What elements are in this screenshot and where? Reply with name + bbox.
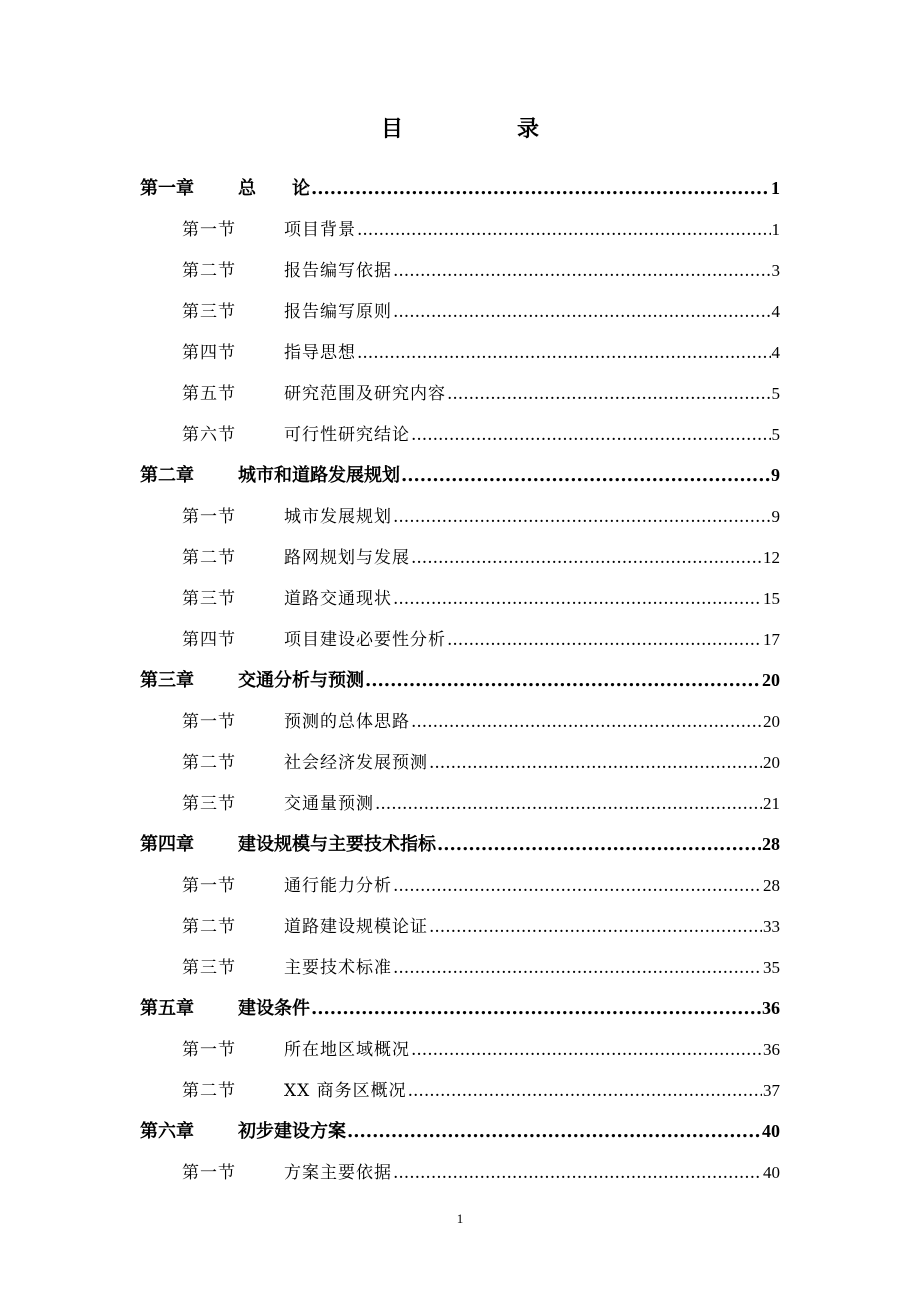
toc-section-entry[interactable]: [182, 502, 780, 527]
toc-entry-number: 第一节: [182, 507, 236, 527]
toc-entry-number: 第一章: [140, 178, 194, 199]
toc-entry-title: 指导思想: [284, 343, 356, 363]
toc-entry-number: 第五章: [140, 998, 194, 1019]
toc-dot-leader: [429, 917, 762, 937]
toc-entry-page: 28: [762, 834, 780, 854]
toc-entry-number: 第四章: [140, 834, 194, 855]
toc-entry-page: 9: [771, 507, 780, 526]
toc-chapter-entry[interactable]: [140, 666, 780, 692]
toc-entry-page: 1: [771, 220, 780, 239]
toc-entry-page: 12: [763, 548, 780, 567]
toc-entry-page: 5: [771, 425, 780, 444]
toc-entry-title: 道路交通现状: [284, 589, 392, 609]
toc-entry-page: 20: [763, 712, 780, 731]
toc-dot-leader: [357, 343, 771, 363]
toc-entry-page: 4: [771, 302, 780, 321]
toc-entry-title: 方案主要依据: [284, 1163, 392, 1183]
toc-dot-leader: [447, 384, 771, 404]
toc-entry-page: 1: [771, 178, 780, 198]
toc-section-entry[interactable]: [182, 871, 780, 896]
toc-entry-number: 第四节: [182, 343, 236, 363]
toc-entry-title: 路网规划与发展: [284, 548, 410, 568]
toc-chapter-entry[interactable]: [140, 461, 780, 487]
toc-dot-leader: [393, 302, 771, 322]
toc-dot-leader: [447, 630, 762, 650]
toc-section-entry[interactable]: [182, 912, 780, 937]
toc-section-entry[interactable]: [182, 420, 780, 445]
toc-dot-leader: [401, 465, 770, 486]
toc-entry-number: 第三节: [182, 589, 236, 609]
toc-section-entry[interactable]: [182, 543, 780, 568]
toc-entry-page: 40: [763, 1163, 780, 1182]
toc-section-entry[interactable]: [182, 215, 780, 240]
toc-entry-title: 建设条件: [238, 998, 310, 1019]
toc-section-entry[interactable]: [182, 1158, 780, 1183]
toc-entry-page: 20: [762, 670, 780, 690]
toc-chapter-entry[interactable]: [140, 174, 780, 200]
toc-entry-number: 第二节: [182, 917, 236, 937]
toc-section-entry[interactable]: [182, 1076, 780, 1101]
toc-entry-number: 第二节: [182, 261, 236, 281]
toc-entry-title: 总 论: [238, 178, 310, 199]
toc-entry-title: 报告编写依据: [284, 261, 392, 281]
toc-entry-number: 第六章: [140, 1121, 194, 1142]
page-number: 1: [456, 1211, 464, 1226]
toc-entry-page: 28: [763, 876, 780, 895]
toc-entry-page: 15: [763, 589, 780, 608]
toc-entry-number: 第四节: [182, 630, 236, 650]
toc-entry-page: 35: [763, 958, 780, 977]
toc-entry-number: 第一节: [182, 1040, 236, 1060]
toc-section-entry[interactable]: [182, 953, 780, 978]
toc-section-entry[interactable]: [182, 584, 780, 609]
toc-entry-title: XX 商务区概况: [284, 1081, 407, 1101]
toc-entry-title: 交通量预测: [284, 794, 374, 814]
toc-entry-number: 第二章: [140, 465, 194, 486]
toc-entry-number: 第一节: [182, 1163, 236, 1183]
toc-entry-number: 第三节: [182, 794, 236, 814]
toc-section-entry[interactable]: [182, 789, 780, 814]
toc-entry-page: 40: [762, 1121, 780, 1141]
toc-dot-leader: [357, 220, 771, 240]
toc-entry-number: 第二节: [182, 753, 236, 773]
toc-dot-leader: [393, 958, 762, 978]
toc-section-entry[interactable]: [182, 338, 780, 363]
toc-entry-title: 项目建设必要性分析: [284, 630, 446, 650]
toc-dot-leader: [411, 548, 762, 568]
toc-entry-number: 第一节: [182, 220, 236, 240]
toc-entry-page: 33: [763, 917, 780, 936]
toc-entry-title: 城市和道路发展规划: [238, 465, 400, 486]
toc-entry-title: 建设规模与主要技术指标: [238, 834, 436, 855]
toc-entry-title: 主要技术标准: [284, 958, 392, 978]
toc-entry-number: 第六节: [182, 425, 236, 445]
toc-section-entry[interactable]: [182, 707, 780, 732]
toc-entry-page: 20: [763, 753, 780, 772]
toc-dot-leader: [411, 1040, 762, 1060]
toc-entry-number: 第二节: [182, 548, 236, 568]
toc-entry-page: 5: [771, 384, 780, 403]
toc-dot-leader: [347, 1121, 761, 1142]
toc-dot-leader: [311, 178, 770, 199]
toc-section-entry[interactable]: [182, 625, 780, 650]
toc-entry-page: 21: [763, 794, 780, 813]
toc-section-entry[interactable]: [182, 256, 780, 281]
toc-entry-page: 36: [763, 1040, 780, 1059]
toc-entry-number: 第三节: [182, 958, 236, 978]
toc-entry-number: 第三节: [182, 302, 236, 322]
toc-section-entry[interactable]: [182, 748, 780, 773]
toc-chapter-entry[interactable]: [140, 994, 780, 1020]
toc-dot-leader: [393, 261, 771, 281]
toc-entry-number: 第二节: [182, 1081, 236, 1101]
toc-section-entry[interactable]: [182, 297, 780, 322]
toc-entry-title: 城市发展规划: [284, 507, 392, 527]
toc-entry-page: 4: [771, 343, 780, 362]
toc-entry-page: 9: [771, 465, 780, 485]
toc-entry-number: 第一节: [182, 712, 236, 732]
toc-dot-leader: [393, 1163, 762, 1183]
toc-section-entry[interactable]: [182, 1035, 780, 1060]
toc-dot-leader: [437, 834, 761, 855]
toc-title: 目 录: [380, 116, 585, 142]
toc-entry-title: 所在地区域概况: [284, 1040, 410, 1060]
toc-entry-title: 社会经济发展预测: [284, 753, 428, 773]
toc-entry-number: 第三章: [140, 670, 194, 691]
toc-dot-leader: [393, 876, 762, 896]
toc-entry-title: 研究范围及研究内容: [284, 384, 446, 404]
toc-entry-title: 项目背景: [284, 220, 356, 240]
toc-dot-leader: [311, 998, 761, 1019]
toc-entry-title: 预测的总体思路: [284, 712, 410, 732]
toc-entry-title: 交通分析与预测: [238, 670, 364, 691]
toc-dot-leader: [429, 753, 762, 773]
toc-section-entry[interactable]: [182, 379, 780, 404]
toc-entry-title: 报告编写原则: [284, 302, 392, 322]
toc-entry-number: 第五节: [182, 384, 236, 404]
toc-entry-title: 初步建设方案: [238, 1121, 346, 1142]
toc-dot-leader: [408, 1081, 762, 1101]
toc-entry-page: 3: [771, 261, 780, 280]
toc-entry-title: 道路建设规模论证: [284, 917, 428, 937]
toc-entry-page: 37: [763, 1081, 780, 1100]
toc-chapter-entry[interactable]: [140, 1117, 780, 1143]
toc-entry-number: 第一节: [182, 876, 236, 896]
toc-dot-leader: [393, 589, 762, 609]
toc-dot-leader: [365, 670, 761, 691]
toc-dot-leader: [411, 712, 762, 732]
toc-entry-title: 通行能力分析: [284, 876, 392, 896]
toc-entry-title: 可行性研究结论: [284, 425, 410, 445]
toc-entry-page: 17: [763, 630, 780, 649]
toc-chapter-entry[interactable]: [140, 830, 780, 856]
toc-entry-page: 36: [762, 998, 780, 1018]
toc-dot-leader: [393, 507, 771, 527]
toc-dot-leader: [411, 425, 771, 445]
toc-dot-leader: [375, 794, 762, 814]
